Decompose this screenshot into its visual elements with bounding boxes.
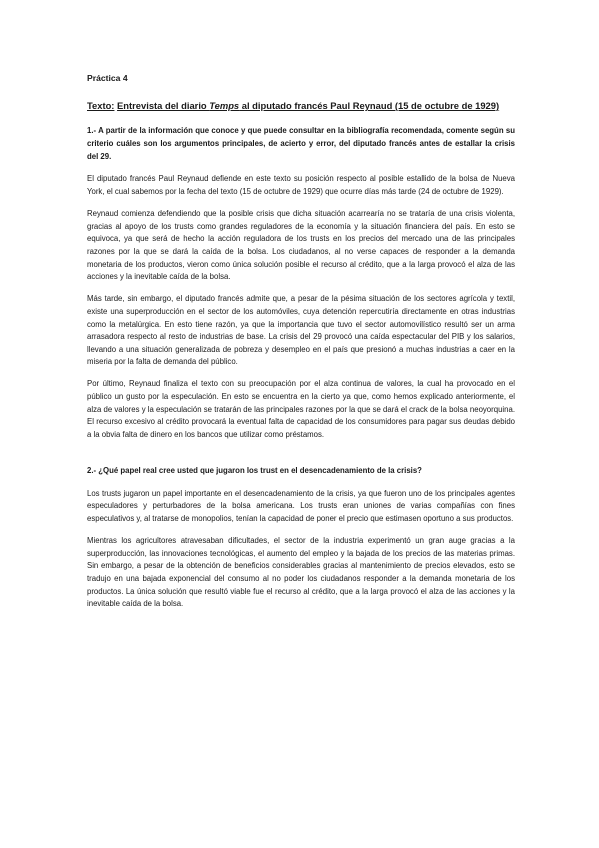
document-subtitle <box>87 99 515 112</box>
subtitle-text <box>117 100 499 111</box>
paragraph-1: El diputado francés Paul Reynaud defiende en este texto su posición respecto al posible estallido de la bolsa de Nueva York, el cual sabemos por la fecha del texto (15 de octubre de 1929) que ocurre días más tarde (24 de octubre de 1929). <box>87 174 515 196</box>
paragraph-3: Más tarde, sin embargo, el diputado francés admite que, a pesar de la pésima situación de los sectores agrícola y textil, existe una superproducción en el sector de los automóviles, cuya detención repercutiría directamente en otras industrias como la metalúrgica. En esto tiene razón, ya que la importancia que tuvo el sector automovilístico resultó ser un arma arrasadora respecto al resto de industrias de base. La crisis del 29 provocó una caída espectacular del PIB y los salarios, llevando a una situación generalizada de pobreza y desempleo en el país que presionó a muchas industrias a caer en la miseria por la falta de demanda del público. <box>87 294 515 367</box>
paragraph-4: Por último, Reynaud finaliza el texto con su preocupación por el alza continua de valores, la cual ha provocado en el público un gusto por la especulación. En esto se encuentra en la cierto ya que, como hemos explicado anteriormente, el alza de valores y la especulación se tratarán de las principales razones por la que se dará el crack de la bolsa neoyorquina. El recurso excesivo al crédito provocará la eventual falta de capacidad de los consumidores para pagar sus deudas debido a la obvia falta de dinero en los bancos que utilizar como préstamos. <box>87 379 515 439</box>
question-2: 2.- ¿Qué papel real cree usted que jugaron los trust en el desencadenamiento de la crisis? <box>87 466 422 476</box>
question-1: 1.- A partir de la información que conoce y que puede consultar en la bibliografía recomendada, comente según su criterio cuáles son los argumentos principales, de acierto y error, del diputado francés antes de estallar la crisis del 29. <box>87 126 515 161</box>
paragraph-6: Mientras los agricultores atravesaban dificultades, el sector de la industria experimentó un gran auge gracias a la superproducción, las innovaciones tecnológicas, el aumento del empleo y la bajada de los precios de las materias primas. Sin embargo, a pesar de la obtención de beneficios considerables gracias al mantenimiento de precios elevados, esto se tradujo en una bajada exponencial del consumo al no poder los ciudadanos responder a la demanda monetaria de los productos. La única solución que resultó viable fue el recurso al crédito, que a la larga provocó el alza de las acciones y la inevitable caída de la bolsa. <box>87 536 515 609</box>
subtitle-part1: Entrevista del diario <box>117 100 210 111</box>
document-page <box>87 72 515 620</box>
paragraph-5: Los trusts jugaron un papel importante en el desencadenamiento de la crisis, ya que fueron uno de los principales agentes especuladores y perturbadores de la bolsa americana. Los trusts eran uniones de varias compañías con fines especulativos y, al tratarse de monopolios, tenían la capacidad de poner el precio que estimasen oportuno a sus productos. <box>87 488 515 524</box>
subtitle-italic: Temps <box>209 100 240 111</box>
page-title: Práctica 4 <box>87 73 128 83</box>
subtitle-prefix: Texto: <box>87 100 115 111</box>
paragraph-2: Reynaud comienza defendiendo que la posible crisis que dicha situación acarrearía no se trataría de una crisis violenta, gracias al apoyo de los trusts como grandes reguladores de la economía y la situación financiera del país. En esto se equivoca, ya que será de hecho la acción reguladora de los trusts en los precios del mercado una de las principales razones por la que se dará la caída de la bolsa. Los ciudadanos, al no verse capaces de responder a la demanda monetaria de los productos, vieron como única solución posible el recurso al crédito, que a la larga provocó el alza de las acciones y la inevitable caída de la bolsa. <box>87 209 515 282</box>
section-spacer <box>87 451 515 465</box>
subtitle-part2: al diputado francés Paul Reynaud (15 de octubre de 1929) <box>239 100 500 111</box>
